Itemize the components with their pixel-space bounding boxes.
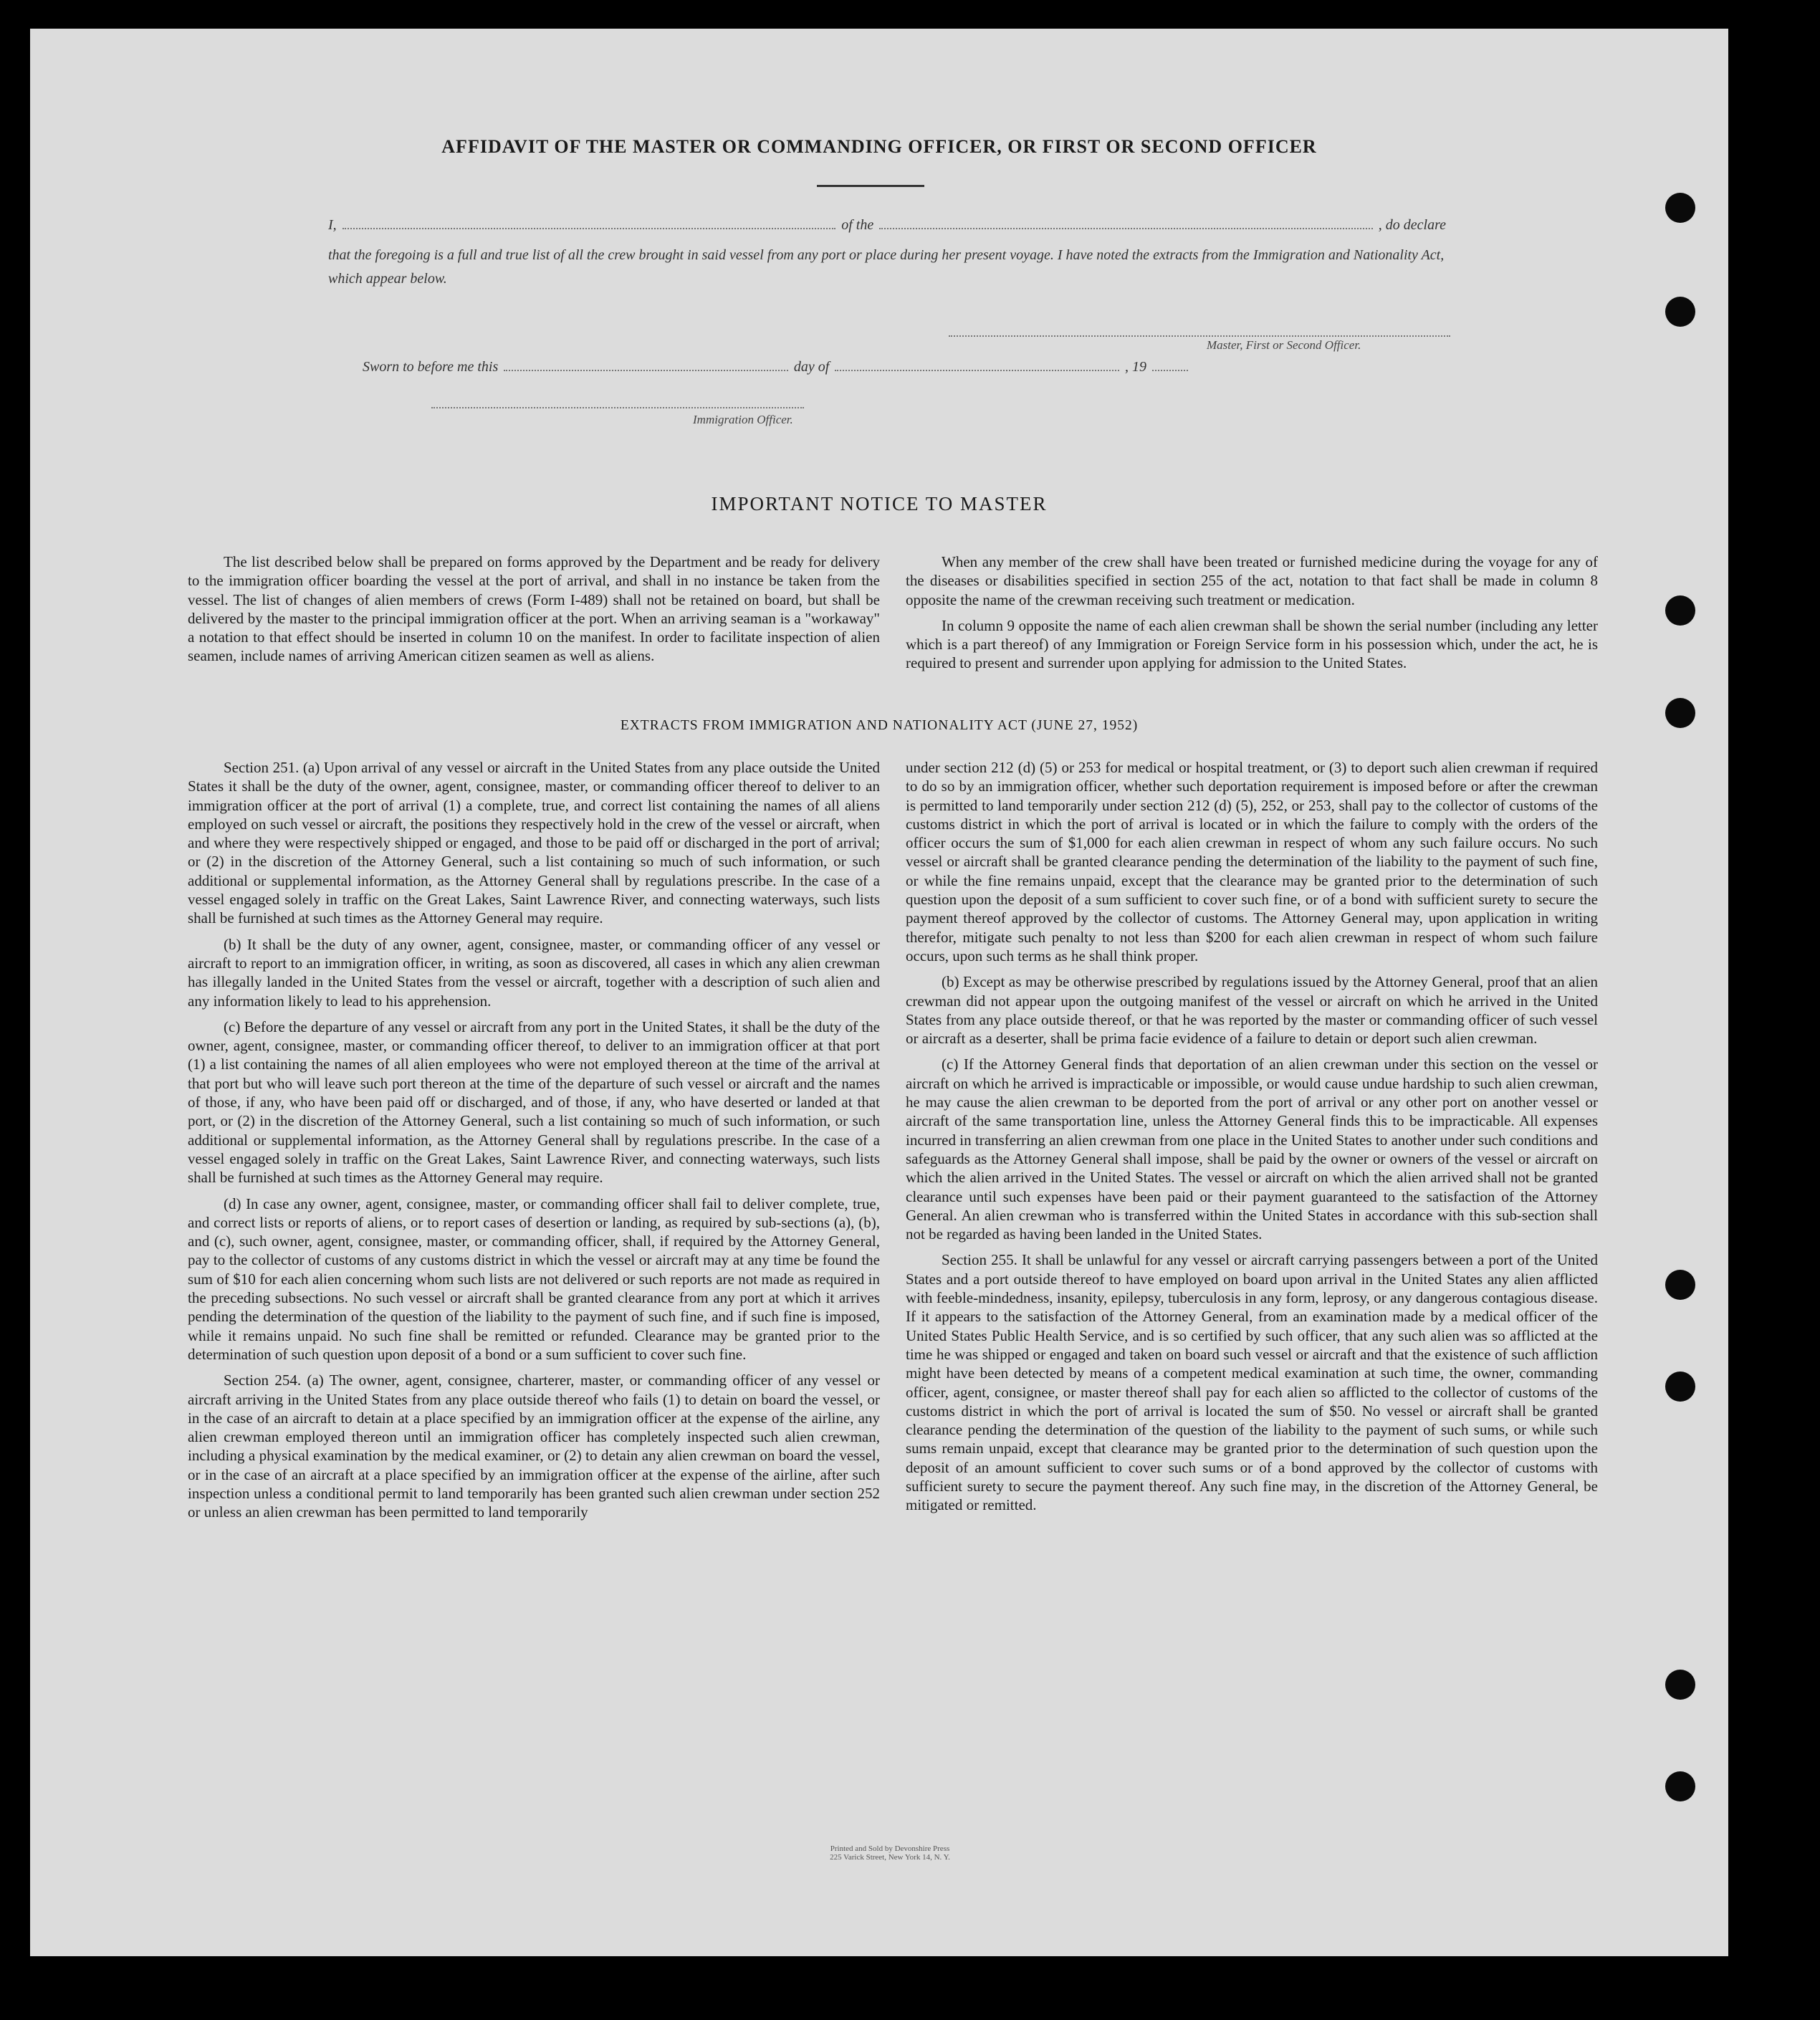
name-blank[interactable] xyxy=(343,215,836,229)
year-label: , 19 xyxy=(1125,359,1146,375)
sworn-label: Sworn to before me this xyxy=(363,359,499,375)
day-of-label: day of xyxy=(793,359,830,375)
master-signature-caption: Master, First or Second Officer. xyxy=(1207,338,1361,352)
of-the-label: of the xyxy=(841,217,874,233)
do-declare-label: , do declare xyxy=(1378,217,1446,233)
punch-hole-3 xyxy=(1665,595,1695,626)
notice-title: IMPORTANT NOTICE TO MASTER xyxy=(711,493,1048,514)
i-label: I, xyxy=(328,217,337,233)
document-page xyxy=(30,29,1728,1956)
affidavit-title: AFFIDAVIT OF THE MASTER OR COMMANDING OFFICER, OR FIRST OR SECOND OFFICER xyxy=(441,136,1317,157)
section-251d: (d) In case any owner, agent, consignee, master, or commanding officer shall fail to deliver complete, true, and correct lists or reports of aliens, or to report cases of desertion or landing, as required by sub-sections (a), (b), and (c), such owner, agent, consignee, master, or commanding officer, shall, if required by the Attorney General, pay to the collector of customs of any customs district in which the vessel or aircraft may at any time be found the sum of $10 for each alien concerning whom such lists are not delivered or such reports are not made as required in the preceding subsections. No such vessel or aircraft shall be granted clearance from any port at which it arrives pending the determination of the question of the liability to the payment of such fine, and if such fine is imposed, while it remains unpaid. No such fine shall be remitted or refunded. Clearance may be granted prior to the determination of such question upon deposit of a bond or a sum sufficient to cover such fine. xyxy=(188,1195,880,1363)
section-255: Section 255. It shall be unlawful for any vessel or aircraft carrying passengers between a port of the United States and a port outside thereof to have employed on board upon arrival in the United States any alien afflicted with feeble-mindedness, insanity, epilepsy, tuberculosis in any form, leprosy, or any dangerous contagious disease. If it appears to the satisfaction of the Attorney General, from an examination made by a medical officer of the United States Public Health Service, and is so certified by such officer, that any such alien was so afflicted at the time he was shipped or engaged and taken on board such vessel or aircraft and that the existence of such affliction might have been detected by means of a competent medical examination at such time, the owner, commanding officer, agent, consignee, or master thereof shall pay for each alien so afflicted to the collector of customs of the customs district in which the port of arrival is located the sum of $50. No vessel or aircraft shall be granted clearance pending the determination of the question of the liability to the payment of such sums, or while such sums remain unpaid, except that clearance may be granted prior to the determination of such question upon the deposit of an amount sufficient to cover such sums or of a bond approved by the collector of customs with sufficient surety to secure the payment thereof. Any such fine may, in the discretion of the Attorney General, be mitigated or remitted. xyxy=(906,1251,1598,1514)
section-254b: (b) Except as may be otherwise prescribed by regulations issued by the Attorney General, proof that an alien crewman did not appear upon the outgoing manifest of the vessel or aircraft on which he arrived in the United States from any place outside thereof, or that he was reported by the master or commanding officer of such vessel or aircraft as a deserter, shall be prima facie evidence of a failure to detain or deport such alien crewman. xyxy=(906,973,1598,1048)
sworn-month-blank[interactable] xyxy=(835,357,1119,371)
notice-paragraph: When any member of the crew shall have been treated or furnished medicine during the voyage for any of the diseases or disabilities specified in section 255 of the act, notation to that fact shall be made in column 8 opposite the name of the crewman receiving such treatment or medication. xyxy=(906,553,1598,608)
title-divider xyxy=(817,185,924,187)
section-251c: (c) Before the departure of any vessel or aircraft from any port in the United States, it shall be the duty of the owner, agent, consignee, master, or commanding officer thereof, to deliver to an immigration officer at that port (1) a list containing the names of all alien employees who were not employed thereon at the time of the arrival at that port but who will leave such port thereon at the time of the departure of such vessel or aircraft and the names of those, if any, who have been paid off or discharged, and of those, if any, who have deserted or landed at that port, or (2) in the discretion of the Attorney General, such a list containing so much of such information, or such additional or supplemental information, as the Attorney General shall by regulations prescribe. In the case of a vessel engaged solely in traffic on the Great Lakes, Saint Lawrence River, and connecting waterways, such lists shall be furnished at such times as the Attorney General may require. xyxy=(188,1018,880,1187)
section-254c: (c) If the Attorney General finds that deportation of an alien crewman under this section on the vessel or aircraft on which he arrived is impracticable or impossible, or would cause undue hardship to such alien crewman, he may cause the alien crewman to be deported from the port of arrival or any other port on another vessel or aircraft of the same transportation line, unless the Attorney General finds this to be impracticable. All expenses incurred in transferring an alien crewman from one place in the United States to another under such conditions and safeguards as the Attorney General shall impose, shall be paid by the owner or owners of the vessel or aircraft on which the alien arrived in the United States. The vessel or aircraft on which the alien arrived shall not be granted clearance until such expenses have been paid or their payment guaranteed to the satisfaction of the Attorney General. An alien crewman who is transferred within the United States in accordance with this sub-section shall not be regarded as having been landed in the United States. xyxy=(906,1056,1598,1243)
punch-hole-7 xyxy=(1665,1670,1695,1700)
printer-imprint xyxy=(747,1844,1033,1862)
declaration-fill-line xyxy=(328,215,1446,234)
notice-left-column xyxy=(188,552,880,673)
section-254a: Section 254. (a) The owner, agent, consignee, charterer, master, or commanding officer of any vessel or aircraft arriving in the United States from any place outside thereof who fails (1) to detain on board the vessel, or in the case of an aircraft to detain at a place specified by an immigration officer at the expense of the airline, any alien crewman employed thereon until an immigration officer has completely inspected such alien crewman, including a physical examination by the medical examiner, or (2) to detain any alien crewman on board the vessel, or in the case of an aircraft at a place specified by an immigration officer at the expense of the airline, after such inspection unless a conditional permit to land temporarily has been granted such alien crewman under section 252 or unless an alien crewman has been permitted to land temporarily xyxy=(188,1372,880,1521)
declaration-text: that the foregoing is a full and true list of all the crew brought in said vessel from any port or place during her present voyage. I have noted the extracts from the Immigration and Nationality Act, which appear below. xyxy=(328,247,1445,287)
immigration-officer-signature-line[interactable] xyxy=(431,407,804,408)
section-254a-cont: under section 212 (d) (5) or 253 for medical or hospital treatment, or (3) to deport such alien crewman if required to do so by an immigration officer, whether such deportation requirement is imposed before or after the crewman is permitted to land temporarily under section 212 (d) (5), 252, or 253, shall pay to the collector of customs of the customs district in which the port of arrival is located or in which the failure to comply with the orders of the officer occurs the sum of $1,000 for each alien crewman in respect of whom any such failure occurs. No such vessel or aircraft shall be granted clearance pending the determination of the liability to the payment of such fine, or while the fine remains unpaid, except that the clearance may be granted prior to the determination of such question upon the deposit of a sum sufficient to cover such fine, or of a bond with sufficient surety to secure the payment thereof approved by the collector of customs. The Attorney General may, upon application in writing therefor, mitigate such penalty to not less than $200 for each alien crewman in respect of whom such failure occurs, upon such terms as he shall think proper. xyxy=(906,759,1598,964)
notice-right-column xyxy=(906,552,1598,680)
notice-paragraph: In column 9 opposite the name of each alien crewman shall be shown the serial number (including any letter which is a part thereof) of any Immigration or Foreign Service form in his possession which, under the act, he is required to present and surrender upon applying for admission to the United States. xyxy=(906,616,1598,672)
extracts-right-column xyxy=(906,758,1598,1522)
section-251b: (b) It shall be the duty of any owner, agent, consignee, master, or commanding officer of any vessel or aircraft to report to an immigration officer, in writing, as soon as discovered, all cases in which any alien crewman has illegally landed in the United States from the vessel or aircraft, together with a description of such alien and any information likely to lead to his apprehension. xyxy=(188,935,880,1010)
vessel-blank[interactable] xyxy=(879,215,1373,229)
imprint-line-2: 225 Varick Street, New York 14, N. Y. xyxy=(830,1853,950,1862)
immigration-officer-caption: Immigration Officer. xyxy=(693,413,793,426)
punch-hole-2 xyxy=(1665,297,1695,327)
sworn-line xyxy=(363,357,1194,375)
punch-hole-1 xyxy=(1665,193,1695,223)
punch-hole-6 xyxy=(1665,1372,1695,1402)
notice-paragraph: The list described below shall be prepared on forms approved by the Department and be ready for delivery to the immigration officer boarding the vessel at the port of arrival, and shall in no instance be taken from the vessel. The list of changes of alien members of crews (Form I-489) shall not be retained on board, but shall be delivered by the master to the principal immigration officer at the port. When an arriving seaman is a "workaway" a notation to that effect should be inserted in column 10 on the manifest. In order to facilitate inspection of alien seamen, include names of arriving American citizen seamen as well as aliens. xyxy=(188,553,880,665)
section-251a: Section 251. (a) Upon arrival of any vessel or aircraft in the United States from any place outside the United States it shall be the duty of the owner, agent, consignee, master, or commanding officer thereof to deliver to an immigration officer at the port of arrival (1) a complete, true, and correct list containing the names of all aliens employed on such vessel or aircraft, the positions they respectively hold in the crew of the vessel or aircraft, when and where they were respectively shipped or engaged, and those to be paid off or discharged in the port of arrival; or (2) in the discretion of the Attorney General, such a list containing so much of such information, or such additional or supplemental information, as the Attorney General shall by regulations prescribe. In the case of a vessel engaged solely in traffic on the Great Lakes, Saint Lawrence River, and connecting waterways, such lists shall be furnished at such times as the Attorney General may require. xyxy=(188,759,880,927)
sworn-year-blank[interactable] xyxy=(1152,357,1188,371)
master-signature-line[interactable] xyxy=(949,335,1450,337)
extracts-left-column xyxy=(188,758,880,1529)
punch-hole-8 xyxy=(1665,1771,1695,1801)
sworn-day-blank[interactable] xyxy=(504,357,788,371)
extracts-title: EXTRACTS FROM IMMIGRATION AND NATIONALITY ACT (JUNE 27, 1952) xyxy=(620,718,1139,733)
imprint-line-1: Printed and Sold by Devonshire Press xyxy=(830,1844,950,1853)
punch-hole-5 xyxy=(1665,1270,1695,1300)
